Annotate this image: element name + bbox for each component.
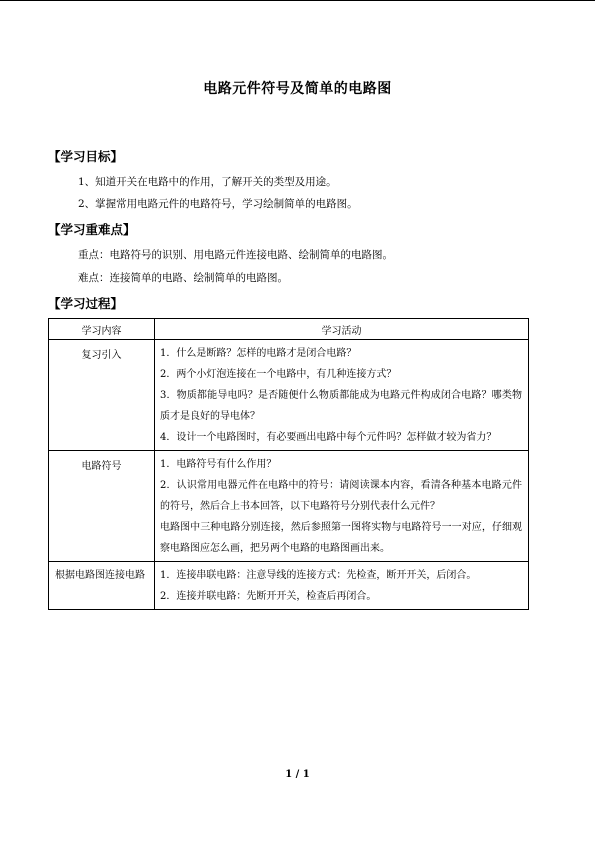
page-title: 电路元件符号及简单的电路图 [203,81,392,97]
activity-item: 2．认识常用电器元件在电路中的符号：请阅读课本内容，看清各种基本电路元件的符号，然后合上书本回答，以下电路符号分别代表什么元件？ [160,480,522,512]
section-name: 根据电路图连接电路 [55,570,145,581]
goals-heading: 【学习目标】 [48,149,124,164]
table-row [49,451,529,562]
activity-item: 电路图中三种电路分别连接，然后参照第一图将实物与电路符号一一对应，仔细观察电路图应怎么画，把另两个电路的电路图画出来。 [160,522,522,554]
column-header-content: 学习内容 [49,319,155,340]
activity-item: 2．两个小灯泡连接在一个电路中，有几种连接方式？ [160,369,397,380]
key-points-heading: 【学习重难点】 [48,222,136,237]
table-row [49,562,529,610]
goal-item-2: 2、掌握常用电路元件的电路符号，学习绘制简单的电路图。 [78,198,358,210]
activity-item: 3．物质都能导电吗？是否随便什么物质都能成为电路元件构成闭合电路？哪类物质才是良好的导电体？ [160,390,522,422]
activity-item: 1．什么是断路？怎样的电路才是闭合电路？ [160,348,357,359]
activity-item: 4．设计一个电路图时，有必要画出电路中每个元件吗？怎样做才较为省力？ [160,432,497,443]
table-header-row [49,319,529,340]
page-number: 1 / 1 [285,769,310,780]
activity-item: 1．连接串联电路：注意导线的连接方式：先检查，断开开关，后闭合。 [160,570,477,581]
column-header-activity: 学习活动 [155,319,529,340]
process-table [48,318,529,610]
difficulty-text: 难点：连接简单的电路、绘制简单的电路图。 [78,272,288,284]
top-rule [0,0,595,1]
process-heading: 【学习过程】 [48,296,124,311]
focus-text: 重点：电路符号的识别、用电路元件连接电路、绘制简单的电路图。 [78,249,393,261]
section-name: 电路符号 [81,461,122,472]
section-name: 复习引入 [81,350,122,361]
table-row [49,340,529,451]
goal-item-1: 1、知道开关在电路中的作用，了解开关的类型及用途。 [78,176,337,188]
activity-item: 2．连接并联电路：先断开开关，检查后再闭合。 [160,591,377,602]
activity-item: 1．电路符号有什么作用？ [160,459,277,470]
